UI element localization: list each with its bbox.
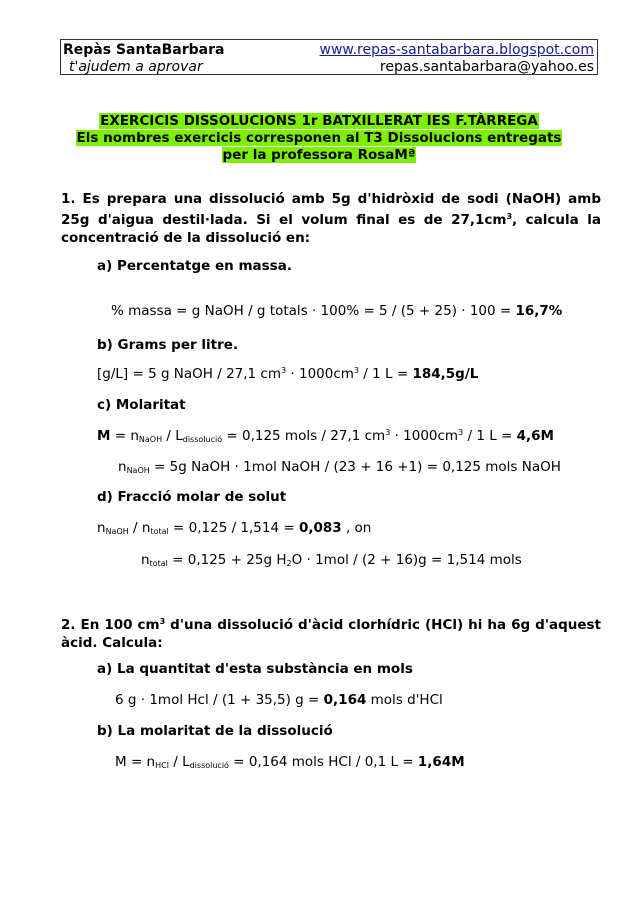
title-line-2: Els nombres exercicis corresponen al T3 Dissolucions entregats (76, 130, 562, 146)
header-title: Repàs SantaBarbara (63, 42, 225, 58)
document-header (60, 39, 598, 75)
ex1-c-label: c) Molaritat (97, 397, 186, 413)
header-subtitle: t'ajudem a aprovar (69, 59, 203, 75)
ex2-b-formula: $M = n_{HCl} / L_{dissolució} = 0,164$ mols HCl / 0,1 L = 1,64M (115, 754, 465, 770)
ex2-b-result: 1,64M (417, 754, 465, 770)
ex1-a-label: a) Percentatge en massa. (97, 258, 292, 274)
ex1-a-formula: % massa = g NaOH / g totals · 100% = 5 / (5 + 25) · 100 = 16,7% (111, 303, 563, 319)
ex2-a-formula: 6 g · 1mol Hcl / (1 + 35,5) g = 0,164 mols d'HCl (115, 692, 443, 708)
ex2-a-result: 0,164 (323, 692, 367, 708)
exercise-2-statement: 2. En 100 $cm^3$ d'una dissolució d'àcid clorhídric (HCl) hi ha 6g d'aquest àcid. Calcula: (61, 617, 601, 651)
title-line-1: EXERCICIS DISSOLUCIONS 1r BATXILLERAT IES F.TÀRREGA (100, 113, 538, 129)
header-url-link[interactable]: www.repas-santabarbara.blogspot.com (319, 42, 594, 58)
ex1-b-label: b) Grams per litre. (97, 337, 239, 353)
header-email: repas.santabarbara@yahoo.es (379, 59, 594, 75)
ex1-d-formula: $n_{NaOH} / n_{total} = 0,125 / 1,514 = 0,083$ , on (97, 520, 372, 536)
ex1-b-formula: [g/L] = 5 g NaOH / 27,1 $cm^3 \cdot 1000cm^3 / 1$ L = 184,5g/L (97, 366, 479, 382)
ex1-d-total-line: $n_{total} = 0,125 + 25g$ $H_2O \cdot 1mol / (2 + 16)g = 1,514$ mols (141, 552, 522, 568)
ex1-d-result: 0,083 (298, 520, 342, 536)
ex2-b-label: b) La molaritat de la dissolució (97, 723, 333, 739)
exercise-1-statement: 1. Es prepara una dissolució amb 5g d'hidròxid de sodi (NaOH) amb 25g d'aigua destil·lada. Si el volum final es de $27,1cm^3$, calcula la concentració de la dissolució en: (61, 191, 601, 246)
ex1-a-result: 16,7% (515, 303, 563, 319)
ex1-d-label: d) Fracció molar de solut (97, 489, 287, 505)
document-titles (0, 113, 638, 164)
title-line-3: per la professora RosaMª (222, 147, 416, 163)
ex1-c-formula: $M = n_{NaOH} / L_{dissolució} = 0,125$ mols / 27,1 $cm^3 \cdot 1000cm^3 / 1$ L = 4,6M (97, 428, 554, 444)
ex1-c-moles-line: $n_{NaOH} = 5g$ NaOH · 1mol NaOH / (23 + 16 +1) = 0,125 mols NaOH (118, 459, 561, 475)
ex1-c-result: 4,6M (516, 428, 554, 444)
ex2-a-label: a) La quantitat d'esta substància en mols (97, 661, 413, 677)
ex1-b-result: 184,5g/L (412, 366, 479, 382)
